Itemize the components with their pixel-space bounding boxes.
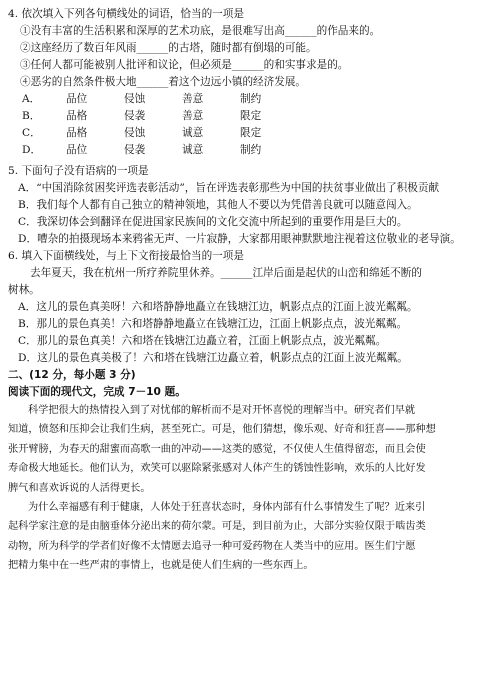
option-word: 侵袭 xyxy=(124,144,146,156)
option-word: 侵蚀 xyxy=(124,127,146,139)
q6-option-c[interactable]: C．那儿的景色真美！六和塔在钱塘江边矗立着，江面上帆影点点，波光粼粼。 xyxy=(18,335,387,347)
paragraph-line: 把精力集中在一些严肃的事情上，也就是使人们生病的一些东西上。 xyxy=(8,560,314,572)
q6-passage-line-1: 去年夏天，我在杭州一所疗养院里休养。______江岸后面是起伏的山峦和绵延不断的 xyxy=(30,267,422,279)
paragraph-line: 科学把很大的热情投入到了对忧郁的解析而不是对开怀喜悦的理解当中。研究者们早就 xyxy=(28,405,416,416)
q6-option-a[interactable]: A．这儿的景色真美呀！六和塔静静地矗立在钱塘江边，帆影点点的江面上波光粼粼。 xyxy=(18,301,418,313)
paragraph-line: 动物，所为科学的学者们好像不太情愿去追寻一种可爱药物在人类当中的应用。医生们宁愿 xyxy=(8,540,416,552)
option-label: B． xyxy=(22,110,41,122)
reading-paragraph-2 xyxy=(8,498,481,576)
paragraph-line: 张开臂膀，为春天的甜蜜而高歌一曲的冲动——这类的感觉，不仅使人生值得留恋，而且会使 xyxy=(8,443,426,455)
paragraph-line: 起科学家注意的是由脑垂体分泌出来的荷尔蒙。可是，到目前为止，大部分实验仅限于啮齿类 xyxy=(8,521,426,533)
q5-option-b[interactable]: B．我们每个人都有自己独立的精神领地，其他人不要以为凭借善良就可以随意闯入。 xyxy=(18,199,418,211)
option-word: 品位 xyxy=(66,144,88,156)
q6-option-d[interactable]: D．这儿的景色真美极了！六和塔在钱塘江边矗立着，帆影点点的江面上波光粼粼。 xyxy=(18,352,408,364)
option-label: D． xyxy=(22,144,42,156)
section-2-heading: 二、(12 分，每小题 3 分) xyxy=(8,369,136,381)
option-label: A． xyxy=(22,93,41,105)
q6-passage-line-2: 树林。 xyxy=(8,284,40,296)
q5-option-c[interactable]: C．我深切体会到翻译在促进国家民族间的文化交流中所起到的重要作用是巨大的。 xyxy=(18,216,408,228)
q5-stem: 5. 下面句子没有语病的一项是 xyxy=(8,165,149,177)
q4-option-d[interactable] xyxy=(8,142,481,159)
question-4 xyxy=(8,6,481,159)
q4-stem: 4. 依次填入下列各句横线处的词语，恰当的一项是 xyxy=(8,8,244,20)
question-6 xyxy=(8,248,481,367)
q5-option-d[interactable]: D．嘈杂的拍摄现场本来鸦雀无声、一片寂静，大家都用眼神默默地注视着这位敬业的老导演。 xyxy=(18,233,461,245)
reading-instruction: 阅读下面的现代文，完成 7－10 题。 xyxy=(8,386,186,398)
option-label: C． xyxy=(22,127,41,139)
option-word: 制约 xyxy=(240,144,262,156)
option-word: 诚意 xyxy=(182,144,204,156)
q4-option-a[interactable] xyxy=(8,91,481,108)
q6-stem: 6. 填入下面横线处，与上下文衔接最恰当的一项是 xyxy=(8,250,244,262)
reading-paragraph-1 xyxy=(8,401,481,498)
q4-option-b[interactable] xyxy=(8,108,481,125)
q4-item-3: ③任何人都可能被别人批评和议论，但必须是______的和实事求是的。 xyxy=(20,59,349,71)
option-word: 限定 xyxy=(240,127,262,139)
option-word: 善意 xyxy=(182,110,204,122)
option-word: 侵袭 xyxy=(124,110,146,122)
option-word: 限定 xyxy=(240,110,262,122)
option-word: 品格 xyxy=(66,127,88,139)
paragraph-line: 为什么幸福感有利于健康，人体处于狂喜状态时，身体内部有什么事情发生了呢？近来引 xyxy=(28,501,426,513)
q5-option-a[interactable]: A．“中国消除贫困奖评选表彰活动”，旨在评选表彰那些为中国的扶贫事业做出了积极贡献 xyxy=(18,182,440,194)
option-word: 侵蚀 xyxy=(124,93,146,105)
question-5 xyxy=(8,163,481,248)
section-2 xyxy=(8,367,481,576)
q6-option-b[interactable]: B．那儿的景色真美！六和塔静静地矗立在钱塘江边，江面上帆影点点，波光粼粼。 xyxy=(18,318,408,330)
q4-item-4: ④恶劣的自然条件极大地______着这个边远小镇的经济发展。 xyxy=(20,76,307,88)
paragraph-line: 寿命极大地延长。他们认为，欢笑可以驱除紧张感对人体产生的锈蚀性影响，欢乐的人比好发 xyxy=(8,463,426,475)
paragraph-line: 知道，愤怒和压抑会让我们生病，甚至死亡。可是，他们猜想，像乐观、好奇和狂喜——那种想 xyxy=(8,424,436,436)
paragraph-line: 脾气和喜欢诉说的人活得更长。 xyxy=(8,482,151,494)
q4-option-c[interactable] xyxy=(8,125,481,142)
option-word: 诚意 xyxy=(182,127,204,139)
q4-item-2: ②这座经历了数百年风雨______的古塔，随时都有倒塌的可能。 xyxy=(20,42,317,54)
option-word: 制约 xyxy=(240,93,262,105)
option-word: 品格 xyxy=(66,110,88,122)
option-word: 品位 xyxy=(66,93,88,105)
option-word: 善意 xyxy=(182,93,204,105)
q4-item-1: ①没有丰富的生活积累和深厚的艺术功底，是很难写出高______的作品来的。 xyxy=(20,25,381,37)
